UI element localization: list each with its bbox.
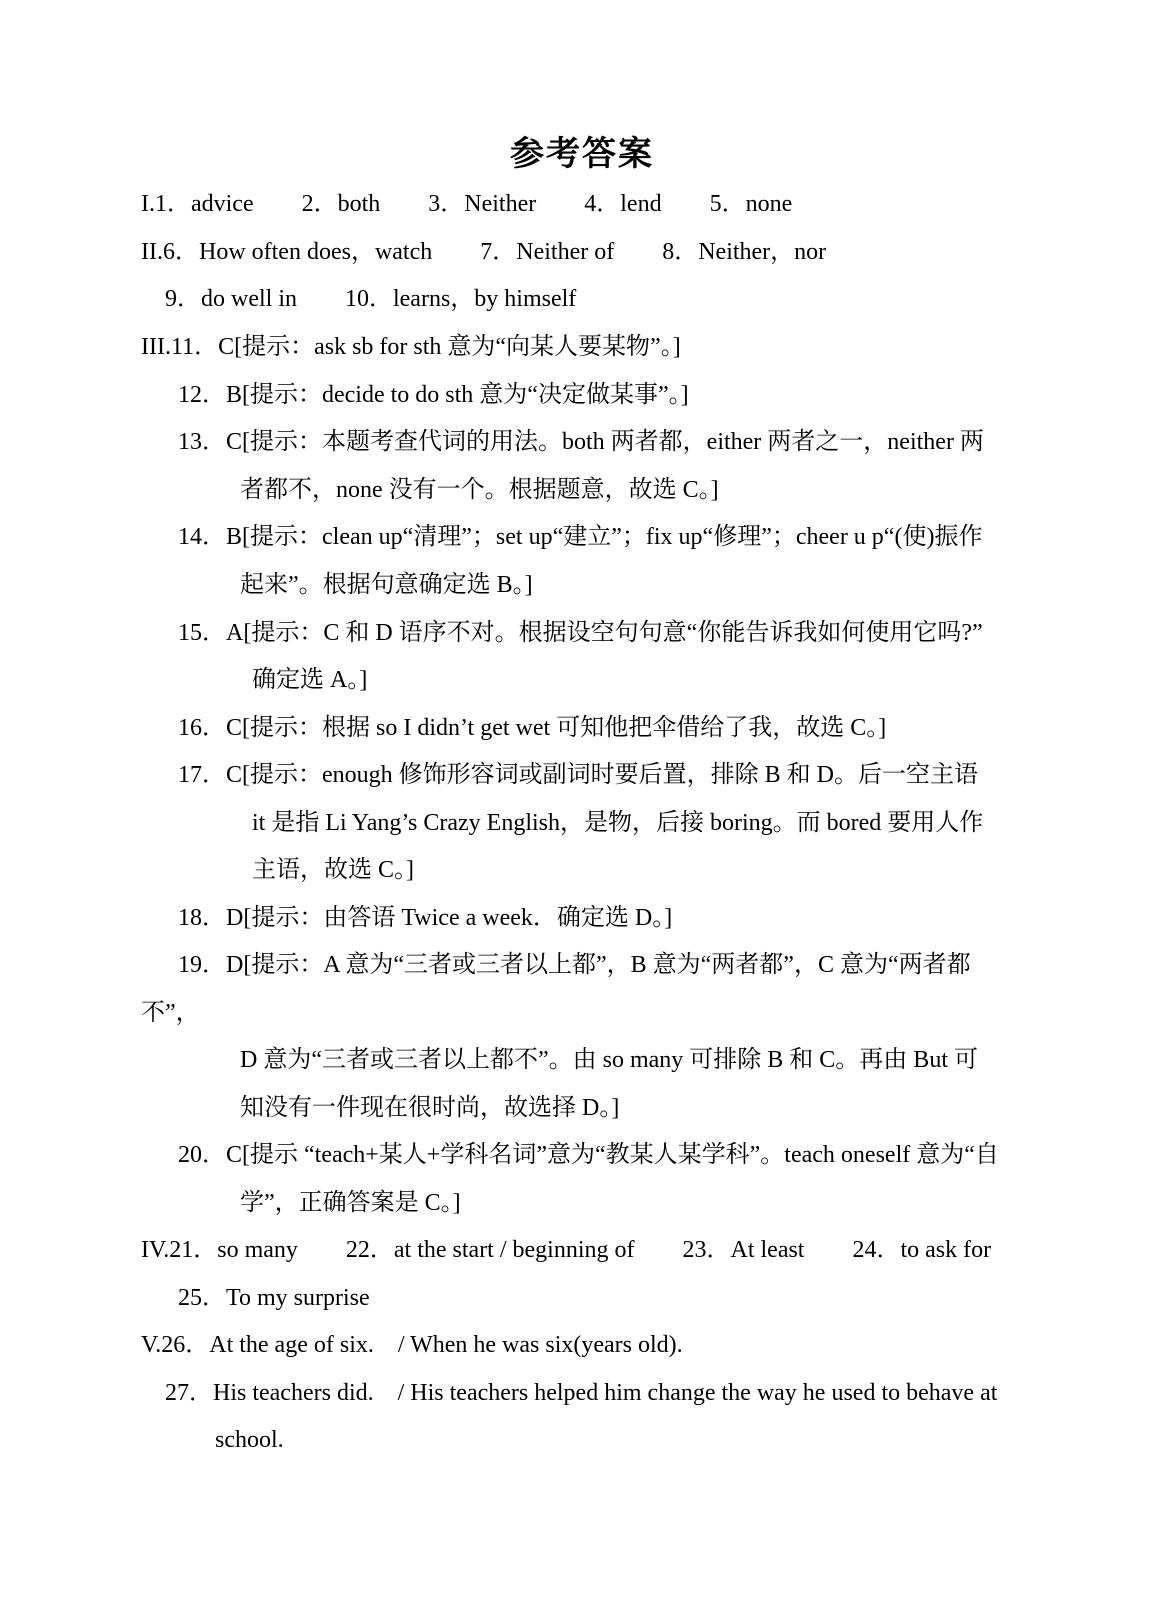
line-1: I.1．advice 2．both 3．Neither 4．lend 5．none bbox=[141, 191, 793, 217]
line-13: 17．C[提示：enough 修饰形容词或副词时要后置，排除 B 和 D。后一空主语 bbox=[178, 762, 978, 788]
line-12: 16．C[提示：根据 so I didn’t get wet 可知他把伞借给了我，故选 C。] bbox=[178, 715, 887, 741]
line-24: 25．To my surprise bbox=[178, 1285, 370, 1311]
line-3: 9．do well in 10．learns，by himself bbox=[165, 286, 577, 312]
line-26: 27．His teachers did. / His teachers helped him change the way he used to behave at bbox=[165, 1380, 998, 1406]
line-17: 19．D[提示：A 意为“三者或三者以上都”，B 意为“两者都”，C 意为“两者都 bbox=[178, 952, 971, 978]
line-5: 12．B[提示：decide to do sth 意为“决定做某事”。] bbox=[178, 382, 689, 408]
line-18: 不”， bbox=[141, 1000, 200, 1026]
line-21: 20．C[提示 “teach+某人+学科名词”意为“教某人某学科”。teach oneself 意为“自 bbox=[178, 1142, 999, 1168]
line-14: it 是指 Li Yang’s Crazy English，是物，后接 boring。而 bored 要用人作 bbox=[252, 810, 984, 836]
line-27: school. bbox=[215, 1427, 284, 1453]
line-23: IV.21．so many 22．at the start / beginning of 23．At least 24．to ask for bbox=[141, 1237, 992, 1263]
line-25: V.26．At the age of six. / When he was six(years old). bbox=[141, 1332, 683, 1358]
line-22: 学”，正确答案是 C。] bbox=[240, 1190, 461, 1216]
line-19: D 意为“三者或三者以上都不”。由 so many 可排除 B 和 C。再由 But 可 bbox=[240, 1047, 978, 1073]
line-2: II.6．How often does，watch 7．Neither of 8．Neither，nor bbox=[141, 239, 827, 265]
line-4: III.11．C[提示：ask sb for sth 意为“向某人要某物”。] bbox=[141, 334, 681, 360]
line-8: 14．B[提示：clean up“清理”；set up“建立”；fix up“修理”；cheer u p“(使)振作 bbox=[178, 524, 983, 550]
line-7: 者都不，none 没有一个。根据题意，故选 C。] bbox=[240, 477, 719, 503]
line-16: 18．D[提示：由答语 Twice a week．确定选 D。] bbox=[178, 905, 673, 931]
line-15: 主语，故选 C。] bbox=[252, 857, 414, 883]
line-10: 15．A[提示：C 和 D 语序不对。根据设空句句意“你能告诉我如何使用它吗?” bbox=[178, 620, 983, 646]
line-6: 13．C[提示：本题考查代词的用法。both 两者都，either 两者之一，neither 两 bbox=[178, 429, 984, 455]
line-20: 知没有一件现在很时尚，故选择 D。] bbox=[240, 1095, 620, 1121]
line-9: 起来”。根据句意确定选 B。] bbox=[240, 572, 533, 598]
line-11: 确定选 A。] bbox=[252, 667, 368, 693]
page-title: 参考答案 bbox=[510, 134, 654, 174]
